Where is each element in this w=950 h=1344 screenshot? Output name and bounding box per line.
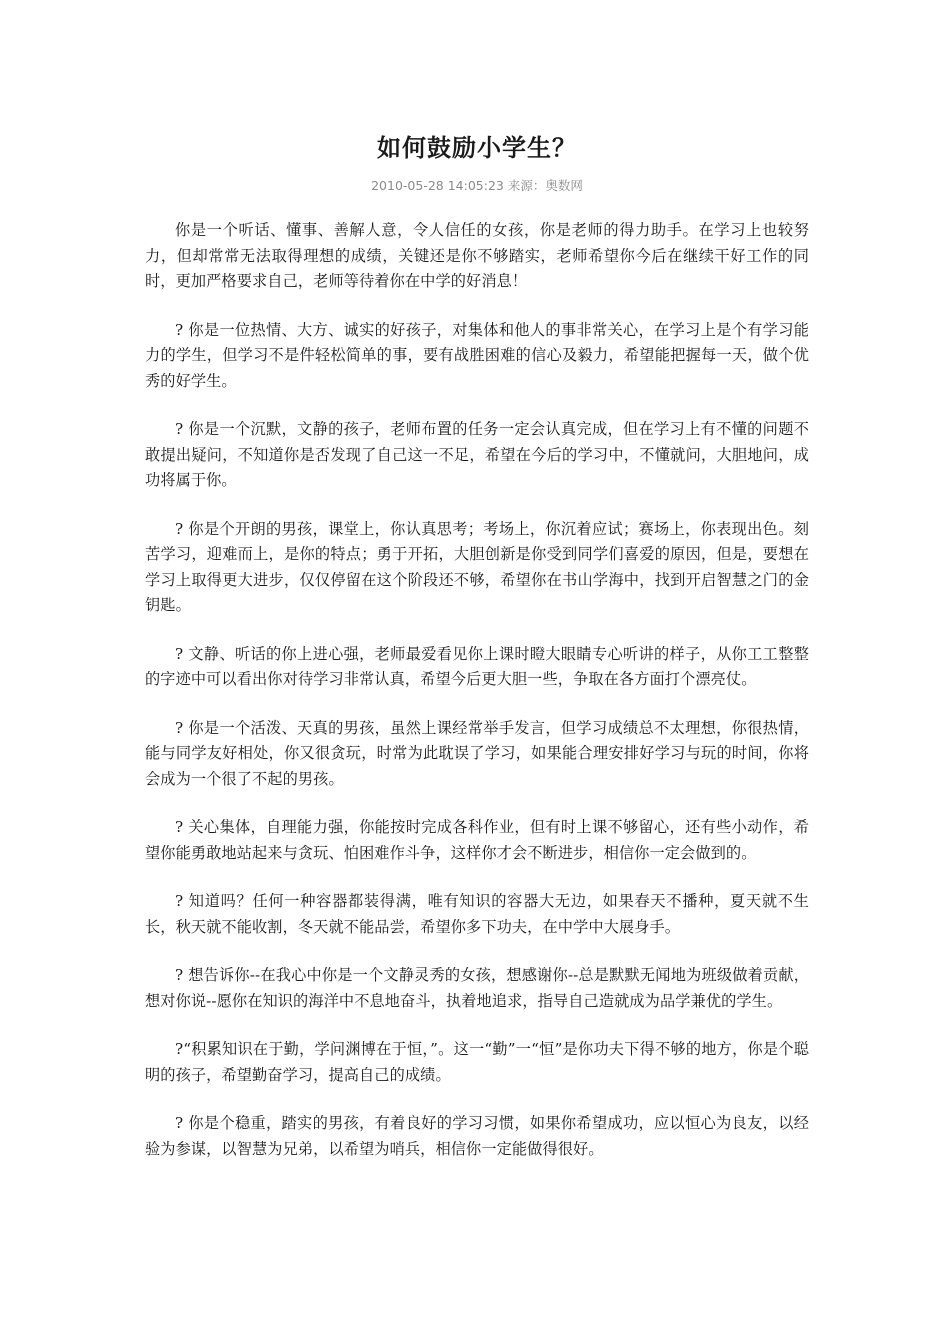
paragraph-2: ? 你是一位热情、大方、诚实的好孩子，对集体和他人的事非常关心，在学习上是个有学习能力的学生，但学习不是件轻松简单的事，要有战胜困难的信心及毅力，希望能把握每一天，做个优秀的好学生。 <box>145 320 809 390</box>
paragraph-5: ? 文静、听话的你上进心强，老师最爱看见你上课时瞪大眼睛专心听讲的样子，从你工工整整的字迹中可以看出你对待学习非常认真，希望今后更大胆一些，争取在各方面打个漂亮仗。 <box>145 644 809 688</box>
paragraph-4: ? 你是个开朗的男孩，课堂上，你认真思考；考场上，你沉着应试；赛场上，你表现出色。刻苦学习，迎难而上，是你的特点；勇于开拓，大胆创新是你受到同学们喜爱的原因，但是，要想在学习上取得更大进步，仅仅停留在这个阶段还不够，希望你在书山学海中，找到开启智慧之门的金钥匙。 <box>145 519 809 614</box>
paragraph-6: ? 你是一个活泼、天真的男孩，虽然上课经常举手发言，但学习成绩总不太理想，你很热情，能与同学友好相处，你又很贪玩，时常为此耽误了学习，如果能合理安排好学习与玩的时间，你将会成为一个很了不起的男孩。 <box>145 718 809 788</box>
publish-datetime: 2010-05-28 14:05:23 <box>371 178 504 193</box>
article-meta <box>145 176 809 196</box>
paragraph-7: ? 关心集体，自理能力强，你能按时完成各科作业，但有时上课不够留心，还有些小动作，希望你能勇敢地站起来与贪玩、怕困难作斗争，这样你才会不断进步，相信你一定会做到的。 <box>145 818 809 862</box>
paragraph-11: ? 你是个稳重，踏实的男孩，有着良好的学习习惯，如果你希望成功，应以恒心为良友，以经验为参谋，以智慧为兄弟，以希望为哨兵，相信你一定能做得很好。 <box>145 1114 809 1158</box>
paragraph-3: ? 你是一个沉默，文静的孩子，老师布置的任务一定会认真完成，但在学习上有不懂的问题不敢提出疑问，不知道你是否发现了自己这一不足，希望在今后的学习中，不懂就问，大胆地问，成功将属于你。 <box>145 420 809 489</box>
article-title: 如何鼓励小学生？ <box>377 134 577 162</box>
paragraph-9: ? 想告诉你--在我心中你是一个文静灵秀的女孩，想感谢你--总是默默无闻地为班级做着贡献，想对你说--愿你在知识的海洋中不息地奋斗，执着地追求，指导自己造就成为品学兼优的学生。 <box>145 966 809 1010</box>
article-source: 来源：奥数网 <box>507 178 583 193</box>
paragraph-10: ?“积累知识在于勤，学问渊博在于恒，”。这一“勤”一“恒”是你功夫下得不够的地方，你是个聪明的孩子，希望勤奋学习，提高自己的成绩。 <box>145 1040 809 1084</box>
document-page <box>145 128 809 1185</box>
paragraph-1: 你是一个听话、懂事、善解人意，令人信任的女孩，你是老师的得力助手。在学习上也较努力，但却常常无法取得理想的成绩，关键还是你不够踏实，老师希望你今后在继续干好工作的同时，更加严格要求自己，老师等待着你在中学的好消息！ <box>145 221 809 290</box>
paragraph-8: ? 知道吗？任何一种容器都装得满，唯有知识的容器大无边，如果春天不播种，夏天就不生长，秋天就不能收割，冬天就不能品尝，希望你多下功夫，在中学中大展身手。 <box>145 892 809 936</box>
article-body <box>145 218 809 1162</box>
